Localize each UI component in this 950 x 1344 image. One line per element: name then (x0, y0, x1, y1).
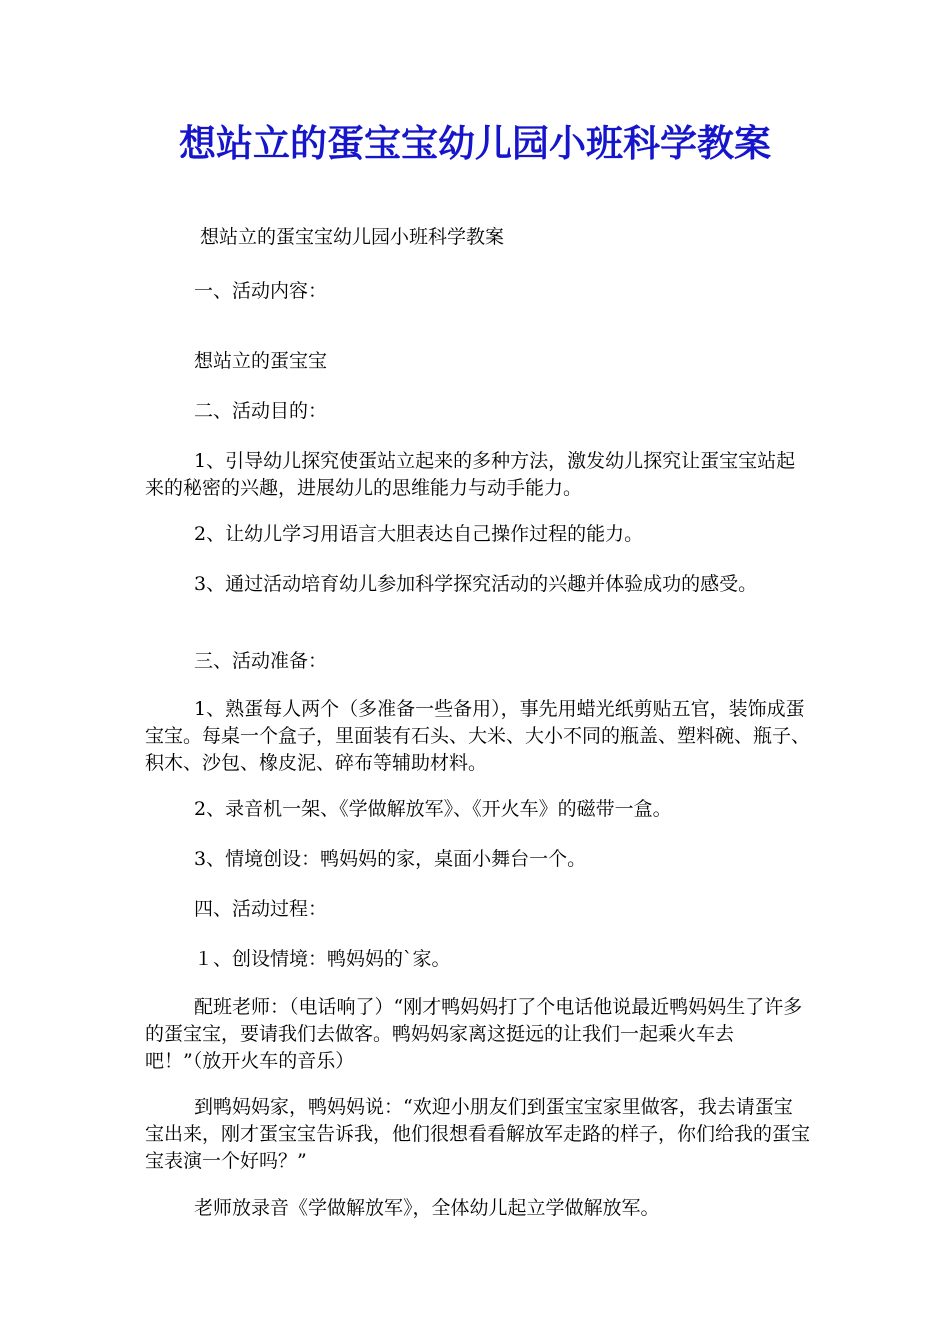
goal-item-2: 2、让幼儿学习用语言大胆表达自己操作过程的能力。 (194, 523, 644, 545)
activity-name: 想站立的蛋宝宝 (194, 350, 328, 372)
preparation-item-3: 3、情境创设：鸭妈妈的家，桌面小舞台一个。 (194, 848, 587, 870)
section-heading-process: 四、活动过程： (194, 898, 328, 920)
document-subtitle: 想站立的蛋宝宝幼儿园小班科学教案 (200, 226, 505, 248)
section-heading-preparation: 三、活动准备： (194, 650, 328, 672)
section-heading-content: 一、活动内容： (194, 280, 328, 302)
preparation-item-2: 2、录音机一架、《学做解放军》、《开火车》的磁带一盒。 (194, 798, 672, 820)
process-paragraph-recording: 老师放录音《学做解放军》，全体幼儿起立学做解放军。 (194, 1197, 660, 1219)
process-paragraph-teacher-call: 配班老师：（电话响了）“刚才鸭妈妈打了个电话他说最近鸭妈妈生了许多的蛋宝宝，要请我们去做客。鸭妈妈家离这挺远的让我们一起乘火车去吧！”（放开火车的音乐） (145, 996, 803, 1072)
process-paragraph-duck-mother: 到鸭妈妈家，鸭妈妈说：“欢迎小朋友们到蛋宝宝家里做客，我去请蛋宝宝出来，刚才蛋宝宝告诉我，他们很想看看解放军走路的样子，你们给我的蛋宝宝表演一个好吗？” (145, 1096, 811, 1172)
goal-item-1: 1、引导幼儿探究使蛋站立起来的多种方法，激发幼儿探究让蛋宝宝站起来的秘密的兴趣，进展幼儿的思维能力与动手能力。 (145, 450, 796, 499)
goal-item-3: 3、通过活动培育幼儿参加科学探究活动的兴趣并体验成功的感受。 (194, 573, 758, 595)
preparation-item-1: 1、熟蛋每人两个（多准备一些备用），事先用蜡光纸剪贴五官，装饰成蛋宝宝。每桌一个盒子，里面装有石头、大米、大小不同的瓶盖、塑料碗、瓶子、积木、沙包、橡皮泥、碎布等辅助材料。 (145, 698, 811, 774)
document-title: 想站立的蛋宝宝幼儿园小班科学教案 (179, 122, 771, 165)
process-step-1: １、创设情境：鸭妈妈的`家。 (194, 948, 451, 970)
section-heading-goals: 二、活动目的： (194, 400, 328, 422)
